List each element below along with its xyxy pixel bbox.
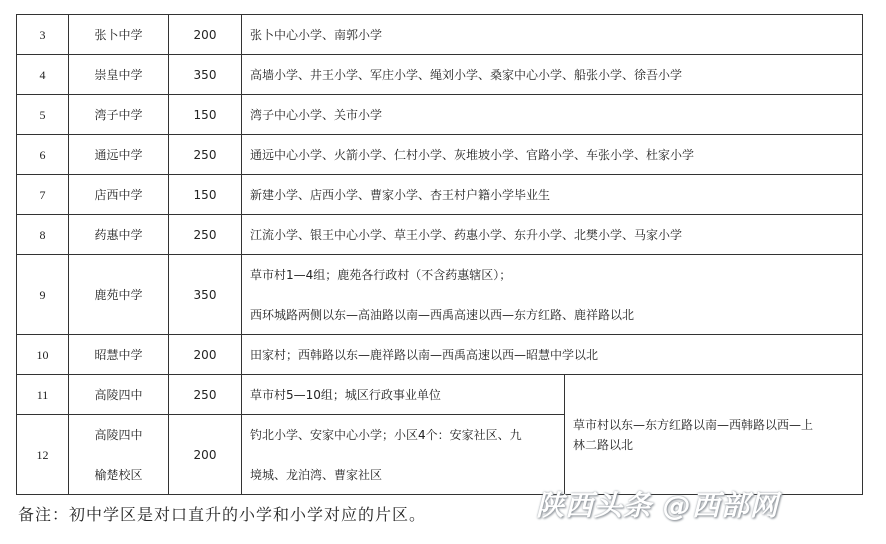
row-number: 9 <box>17 255 69 335</box>
school-name: 店西中学 <box>69 175 169 215</box>
table-row <box>17 215 863 255</box>
enrollment-capacity: 250 <box>169 135 242 175</box>
table-row <box>17 175 863 215</box>
table-row <box>17 335 863 375</box>
shared-district-area-line: 草市村以东—东方红路以南—西韩路以西—上 <box>573 417 814 432</box>
row-number: 5 <box>17 95 69 135</box>
school-name: 张卜中学 <box>69 15 169 55</box>
district-area-line: 西环城路两侧以东—高油路以南—西禹高速以西—东方红路、鹿祥路以北 <box>250 307 635 322</box>
enrollment-capacity: 200 <box>169 415 242 495</box>
school-name <box>69 415 169 495</box>
row-number: 8 <box>17 215 69 255</box>
district-area-line: 境城、龙泊湾、曹家社区 <box>250 467 383 482</box>
row-number: 4 <box>17 55 69 95</box>
district-area-line: 草市村1—4组；鹿苑各行政村（不含药惠辖区）； <box>250 267 512 282</box>
school-name: 通远中学 <box>69 135 169 175</box>
district-area: 草市村5—10组；城区行政事业单位 <box>242 375 565 415</box>
row-number: 12 <box>17 415 69 495</box>
watermark-logo: 陕西头条 @西部网 <box>536 489 779 522</box>
school-name: 鹿苑中学 <box>69 255 169 335</box>
district-area: 田家村；西韩路以东—鹿祥路以南—西禹高速以西—昭慧中学以北 <box>242 335 863 375</box>
district-area: 江流小学、银王中心小学、草王小学、药惠小学、东升小学、北樊小学、马家小学 <box>242 215 863 255</box>
school-name-line: 榆楚校区 <box>94 467 143 482</box>
district-area <box>242 255 863 335</box>
enrollment-capacity: 200 <box>169 335 242 375</box>
table-row <box>17 95 863 135</box>
footnote: 备注：初中学区是对口直升的小学和小学对应的片区。 <box>18 505 427 524</box>
enrollment-capacity: 350 <box>169 55 242 95</box>
district-area: 高墙小学、井王小学、军庄小学、绳刘小学、桑家中心小学、船张小学、徐吾小学 <box>242 55 863 95</box>
district-area: 通远中心小学、火箭小学、仁村小学、灰堆坡小学、官路小学、车张小学、杜家小学 <box>242 135 863 175</box>
table-row <box>17 255 863 335</box>
district-area: 张卜中心小学、南郭小学 <box>242 15 863 55</box>
enrollment-capacity: 200 <box>169 15 242 55</box>
district-area: 新建小学、店西小学、曹家小学、杏王村户籍小学毕业生 <box>242 175 863 215</box>
row-number: 7 <box>17 175 69 215</box>
row-number: 11 <box>17 375 69 415</box>
school-name: 高陵四中 <box>69 375 169 415</box>
enrollment-capacity: 250 <box>169 375 242 415</box>
enrollment-capacity: 150 <box>169 175 242 215</box>
shared-district-area-line: 林二路以北 <box>573 437 634 452</box>
district-area <box>242 415 565 495</box>
table-row <box>17 55 863 95</box>
shared-district-area <box>565 375 863 495</box>
school-name-line: 高陵四中 <box>94 427 143 442</box>
school-name: 崇皇中学 <box>69 55 169 95</box>
enrollment-capacity: 150 <box>169 95 242 135</box>
district-area-line: 钓北小学、安家中心小学；小区4个：安家社区、九 <box>250 427 522 442</box>
row-number: 6 <box>17 135 69 175</box>
row-number: 3 <box>17 15 69 55</box>
school-name: 药惠中学 <box>69 215 169 255</box>
table-row <box>17 135 863 175</box>
table-row <box>17 375 863 415</box>
district-area: 湾子中心小学、关市小学 <box>242 95 863 135</box>
school-district-table <box>16 14 863 495</box>
school-name: 昭慧中学 <box>69 335 169 375</box>
table-row <box>17 15 863 55</box>
row-number: 10 <box>17 335 69 375</box>
school-name: 湾子中学 <box>69 95 169 135</box>
enrollment-capacity: 350 <box>169 255 242 335</box>
enrollment-capacity: 250 <box>169 215 242 255</box>
